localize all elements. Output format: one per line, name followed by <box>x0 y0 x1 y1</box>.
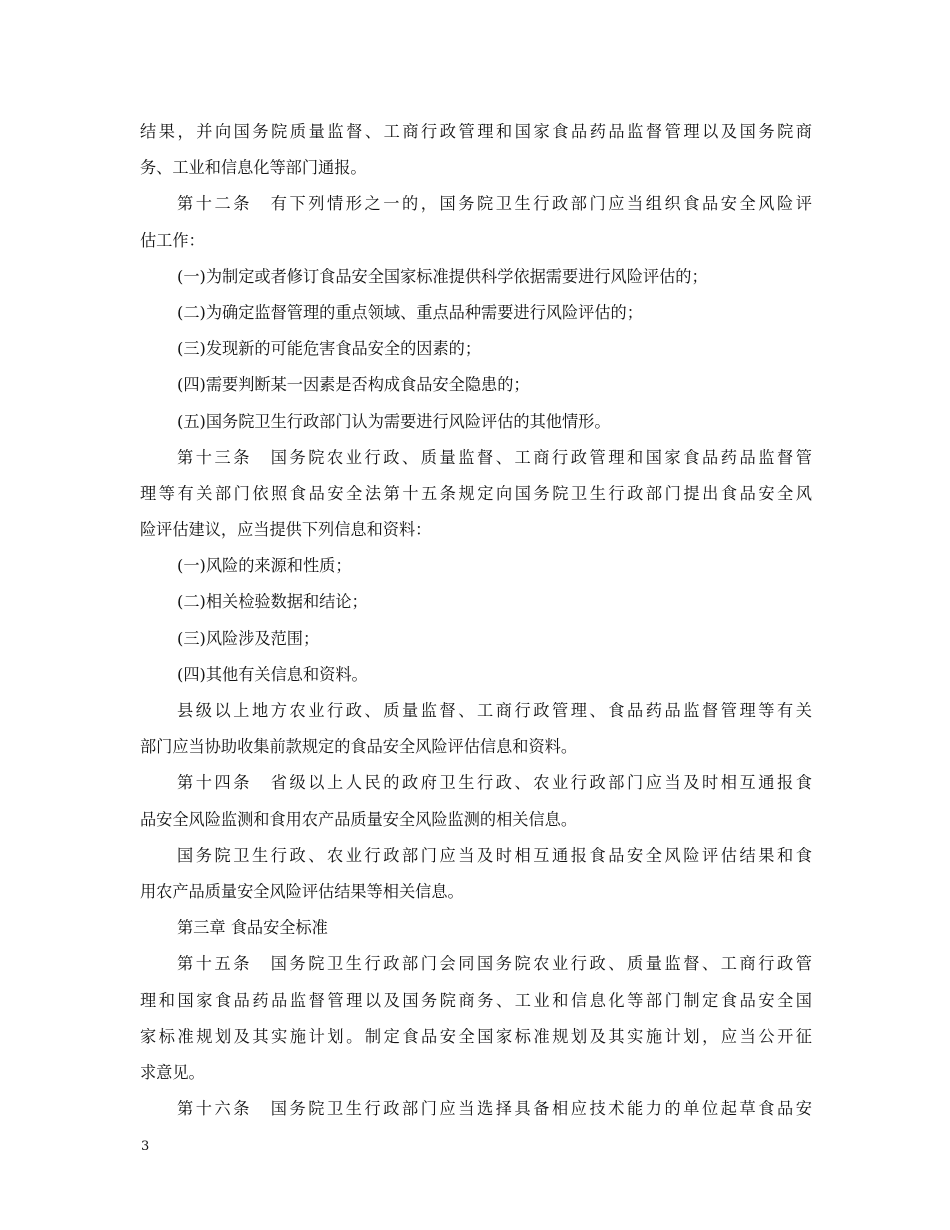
list-item: (三)发现新的可能危害食品安全的因素的； <box>177 339 482 359</box>
text-line: 国务院卫生行政、农业行政部门应当及时相互通报食品安全风险评估结果和食 <box>177 845 812 865</box>
list-item: (二)为确定监督管理的重点领域、重点品种需要进行风险评估的； <box>177 302 643 322</box>
article-16-heading-line: 第十六条 国务院卫生行政部门应当选择具备相应技术能力的单位起草食品安 <box>177 1099 812 1119</box>
list-item: (三)风险涉及范围； <box>177 628 320 648</box>
text-line: 品安全风险监测和食用农产品质量安全风险监测的相关信息。 <box>140 809 578 829</box>
text-line: 结果，并向国务院质量监督、工商行政管理和国家食品药品监督管理以及国务院商 <box>140 122 812 141</box>
body-text <box>140 114 812 1127</box>
text-line: 县级以上地方农业行政、质量监督、工商行政管理、食品药品监督管理等有关 <box>177 701 812 720</box>
article-12-heading-line: 第十二条 有下列情形之一的，国务院卫生行政部门应当组织食品安全风险评 <box>177 194 812 214</box>
text-line: 部门应当协助收集前款规定的食品安全风险评估信息和资料。 <box>140 737 578 757</box>
text-line: 险评估建议，应当提供下列信息和资料： <box>140 520 432 540</box>
list-item: (四)其他有关信息和资料。 <box>177 664 368 684</box>
article-14-heading-line: 第十四条 省级以上人民的政府卫生行政、农业行政部门应当及时相互通报食 <box>177 773 812 793</box>
article-13-heading-line: 第十三条 国务院农业行政、质量监督、工商行政管理和国家食品药品监督管 <box>177 447 812 467</box>
list-item: (五)国务院卫生行政部门认为需要进行风险评估的其他情形。 <box>177 411 611 431</box>
list-item: (一)为制定或者修订食品安全国家标准提供科学依据需要进行风险评估的； <box>177 266 708 286</box>
article-15-heading-line: 第十五条 国务院卫生行政部门会同国务院农业行政、质量监督、工商行政管 <box>177 954 812 974</box>
list-item: (二)相关检验数据和结论； <box>177 592 368 612</box>
text-line: 理等有关部门依照食品安全法第十五条规定向国务院卫生行政部门提出食品安全风 <box>140 483 812 503</box>
text-line: 理和国家食品药品监督管理以及国务院商务、工业和信息化等部门制定食品安全国 <box>140 990 812 1010</box>
text-line: 家标准规划及其实施计划。制定食品安全国家标准规划及其实施计划，应当公开征 <box>140 1026 812 1046</box>
text-line: 估工作： <box>140 230 205 250</box>
text-line: 用农产品质量安全风险评估结果等相关信息。 <box>140 881 464 901</box>
list-item: (一)风险的来源和性质； <box>177 556 352 576</box>
text-line: 务、工业和信息化等部门通报。 <box>140 158 367 178</box>
page-number: 3 <box>141 1139 150 1154</box>
list-item: (四)需要判断某一因素是否构成食品安全隐患的； <box>177 375 530 395</box>
chapter-heading: 第三章 食品安全标准 <box>177 918 328 938</box>
text-line: 求意见。 <box>140 1062 205 1082</box>
